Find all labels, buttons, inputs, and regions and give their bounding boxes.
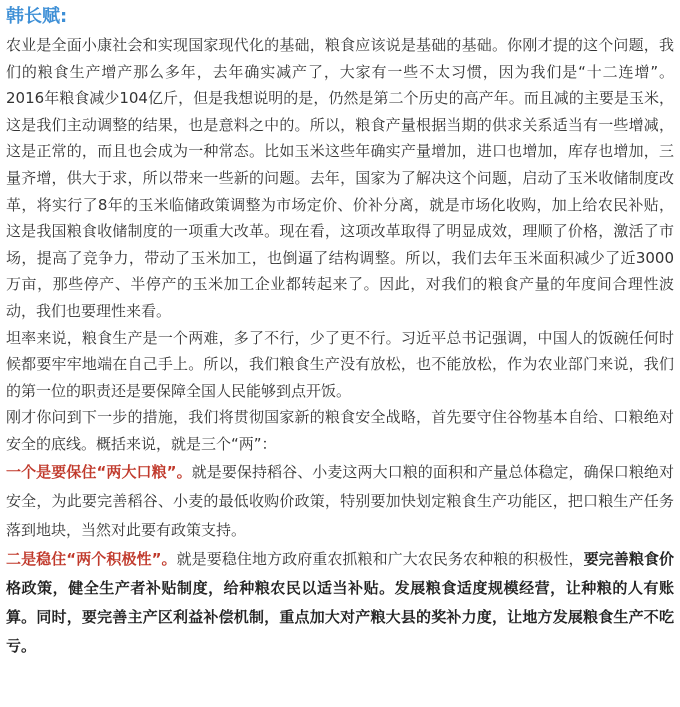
point-2-bold-text: 要完善粮食价格政策，健全生产者补贴制度，给种粮农民以适当补贴。发展粮食适度规模经营，让种粮的人有账算。同时，要完善主产区利益补偿机制，重点加大对产粮大县的奖补力度，让地方发展粮食生产不吃亏。 bbox=[6, 549, 674, 655]
paragraph-3: 刚才你问到下一步的措施，我们将贯彻国家新的粮食安全战略，首先要守住谷物基本自给、口粮绝对安全的底线。概括来说，就是三个“两”： bbox=[6, 408, 674, 453]
speaker-name: 韩长赋: bbox=[6, 6, 68, 27]
paragraph-1: 农业是全面小康社会和实现国家现代化的基础，粮食应该说是基础的基础。你刚才提的这个问题，我们的粮食生产增产那么多年，去年确实减产了，大家有一些不太习惯，因为我们是“十二连增”。2016年粮食减少104亿斤，但是我想说明的是，仍然是第二个历史的高产年。而且减的主要是玉米，这是我们主动调整的结果，也是意料之中的。所以，粮食产量根据当期的供求关系适当有一些增减，这是正常的，而且也会成为一种常态。比如玉米这些年确实产量增加，进口也增加，库存也增加，三量齐增，供大于求，所以带来一些新的问题。去年，国家为了解决这个问题，启动了玉米收储制度改革，将实行了8年的玉米临储政策调整为市场定价、价补分离，就是市场化收购，加上给农民补贴，这是我国粮食收储制度的一项重大改革。现在看，这项改革取得了明显成效，理顺了价格，激活了市场，提高了竞争力，带动了玉米加工，也倒逼了结构调整。所以，我们去年玉米面积减少了近3000万亩，那些停产、半停产的玉米加工企业都转起来了。因此，对我们的粮食产量的年度间合理性波动，我们也要理性来看。 bbox=[6, 36, 674, 320]
point-2-lead: 二是稳住“两个积极性”。 bbox=[6, 549, 177, 568]
point-1-paragraph bbox=[6, 458, 674, 545]
paragraph-2: 坦率来说，粮食生产是一个两难，多了不行，少了更不行。习近平总书记强调，中国人的饭碗任何时候都要牢牢地端在自己手上。所以，我们粮食生产没有放松，也不能放松，作为农业部门来说，我们的第一位的职责还是要保障全国人民能够到点开饭。 bbox=[6, 328, 674, 400]
point-1-text: 就是要保持稻谷、小麦这两大口粮的面积和产量总体稳定，确保口粮绝对安全，为此要完善稻谷、小麦的最低收购价政策，特别要加快划定粮食生产功能区，把口粮生产任务落到地块，当然对此要有政策支持。 bbox=[6, 462, 674, 539]
point-2-paragraph bbox=[6, 545, 674, 661]
point-1-lead: 一个是要保住“两大口粮”。 bbox=[6, 462, 192, 481]
point-2-text: 就是要稳住地方政府重农抓粮和广大农民务农种粮的积极性， bbox=[176, 549, 584, 568]
